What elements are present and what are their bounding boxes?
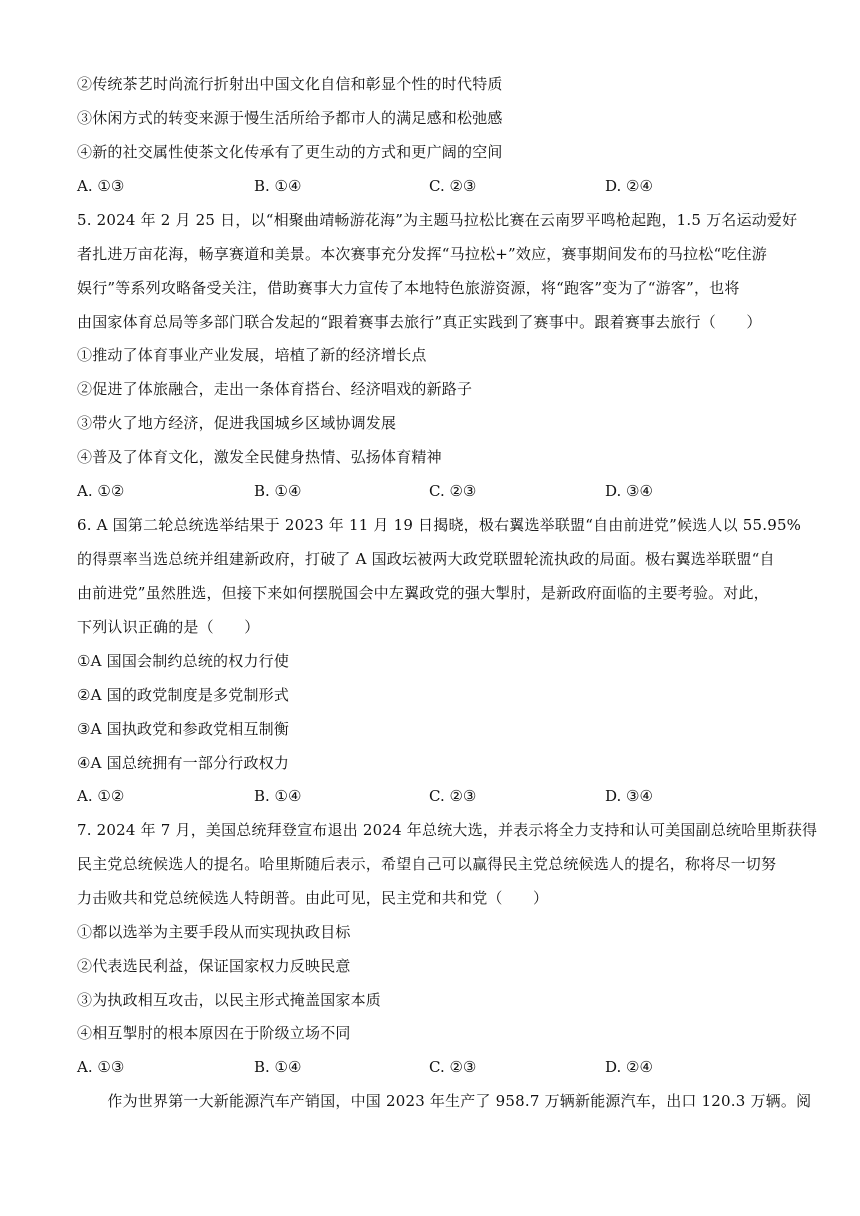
q4-options: [77, 176, 797, 196]
q6-item-1: ①A 国国会制约总统的权力行使: [77, 652, 290, 670]
q7-stem-line: 力击败共和党总统候选人特朗普。由此可见，民主党和共和党（ ）: [77, 889, 549, 907]
q5-stem-line: 5. 2024 年 2 月 25 日，以“相聚曲靖畅游花海”为主题马拉松比赛在云南罗平鸣枪起跑，1.5 万名运动爱好: [77, 211, 798, 229]
q6-item-2: ②A 国的政党制度是多党制形式: [77, 686, 290, 704]
q7-item-3: ③为执政相互攻击，以民主形式掩盖国家本质: [77, 991, 382, 1009]
q4-item-3: ③休闲方式的转变来源于慢生活所给予都市人的满足感和松弛感: [77, 109, 503, 127]
q7-stem-line: 民主党总统候选人的提名。哈里斯随后表示，希望自己可以赢得民主党总统候选人的提名，称将尽一切努: [77, 855, 777, 873]
q6-stem-line: 的得票率当选总统并组建新政府，打破了 A 国政坛被两大政党联盟轮流执政的局面。极右翼选举联盟“自: [77, 550, 775, 568]
q7-stem-line: 7. 2024 年 7 月，美国总统拜登宣布退出 2024 年总统大选，并表示将全力支持和认可美国副总统哈里斯获得: [77, 821, 818, 839]
q6-stem-line: 由前进党”虽然胜选，但接下来如何摆脱国会中左翼政党的强大掣肘，是新政府面临的主要考验。对此，: [77, 584, 769, 602]
q7-item-1: ①都以选举为主要手段从而实现执政目标: [77, 923, 351, 941]
q5-stem-line: 娱行”等系列攻略备受关注，借助赛事大力宣传了本地特色旅游资源，将“跑客”变为了“游客”，也将: [77, 279, 740, 297]
q6-option-b[interactable]: B. ①④: [254, 787, 302, 805]
q5-options: [77, 481, 797, 501]
q6-option-a[interactable]: A. ①②: [77, 787, 125, 805]
q7-item-4: ④相互掣肘的根本原因在于阶级立场不同: [77, 1024, 351, 1042]
q7-option-b[interactable]: B. ①④: [254, 1058, 302, 1076]
q4-item-4: ④新的社交属性使茶文化传承有了更生动的方式和更广阔的空间: [77, 143, 503, 161]
q7-option-c[interactable]: C. ②③: [429, 1058, 477, 1076]
q5-item-1: ①推动了体育事业产业发展，培植了新的经济增长点: [77, 346, 427, 364]
q6-item-4: ④A 国总统拥有一部分行政权力: [77, 754, 290, 772]
q5-option-d[interactable]: D. ③④: [605, 482, 653, 500]
q4-option-c[interactable]: C. ②③: [429, 177, 477, 195]
q7-options: [77, 1057, 797, 1077]
q5-item-3: ③带火了地方经济，促进我国城乡区域协调发展: [77, 414, 397, 432]
q6-options: [77, 786, 797, 806]
q6-option-d[interactable]: D. ③④: [605, 787, 653, 805]
q5-stem-line: 由国家体育总局等多部门联合发起的“跟着赛事去旅行”真正实践到了赛事中。跟着赛事去旅行（ ）: [77, 313, 762, 331]
q7-option-d[interactable]: D. ②④: [605, 1058, 653, 1076]
q5-option-b[interactable]: B. ①④: [254, 482, 302, 500]
q6-option-c[interactable]: C. ②③: [429, 787, 477, 805]
q4-option-b[interactable]: B. ①④: [254, 177, 302, 195]
q6-stem-line: 6. A 国第二轮总统选举结果于 2023 年 11 月 19 日揭晓，极右翼选举联盟“自由前进党”候选人以 55.95%: [77, 516, 802, 534]
q5-item-4: ④普及了体育文化，激发全民健身热情、弘扬体育精神: [77, 448, 442, 466]
q7-option-a[interactable]: A. ①③: [77, 1058, 125, 1076]
q6-item-3: ③A 国执政党和参政党相互制衡: [77, 720, 290, 738]
material-passage-line: 作为世界第一大新能源汽车产销国，中国 2023 年生产了 958.7 万辆新能源汽车，出口 120.3 万辆。阅: [77, 1092, 812, 1110]
q4-option-a[interactable]: A. ①③: [77, 177, 125, 195]
q7-item-2: ②代表选民利益，保证国家权力反映民意: [77, 957, 351, 975]
q5-option-c[interactable]: C. ②③: [429, 482, 477, 500]
q4-item-2: ②传统茶艺时尚流行折射出中国文化自信和彰显个性的时代特质: [77, 75, 503, 93]
q6-stem-line: 下列认识正确的是（ ）: [77, 618, 260, 636]
q5-item-2: ②促进了体旅融合，走出一条体育搭台、经济唱戏的新路子: [77, 380, 473, 398]
q4-option-d[interactable]: D. ②④: [605, 177, 653, 195]
q5-stem-line: 者扎进万亩花海，畅享赛道和美景。本次赛事充分发挥“马拉松+”效应，赛事期间发布的马拉松“吃住游: [77, 245, 767, 263]
q5-option-a[interactable]: A. ①②: [77, 482, 125, 500]
